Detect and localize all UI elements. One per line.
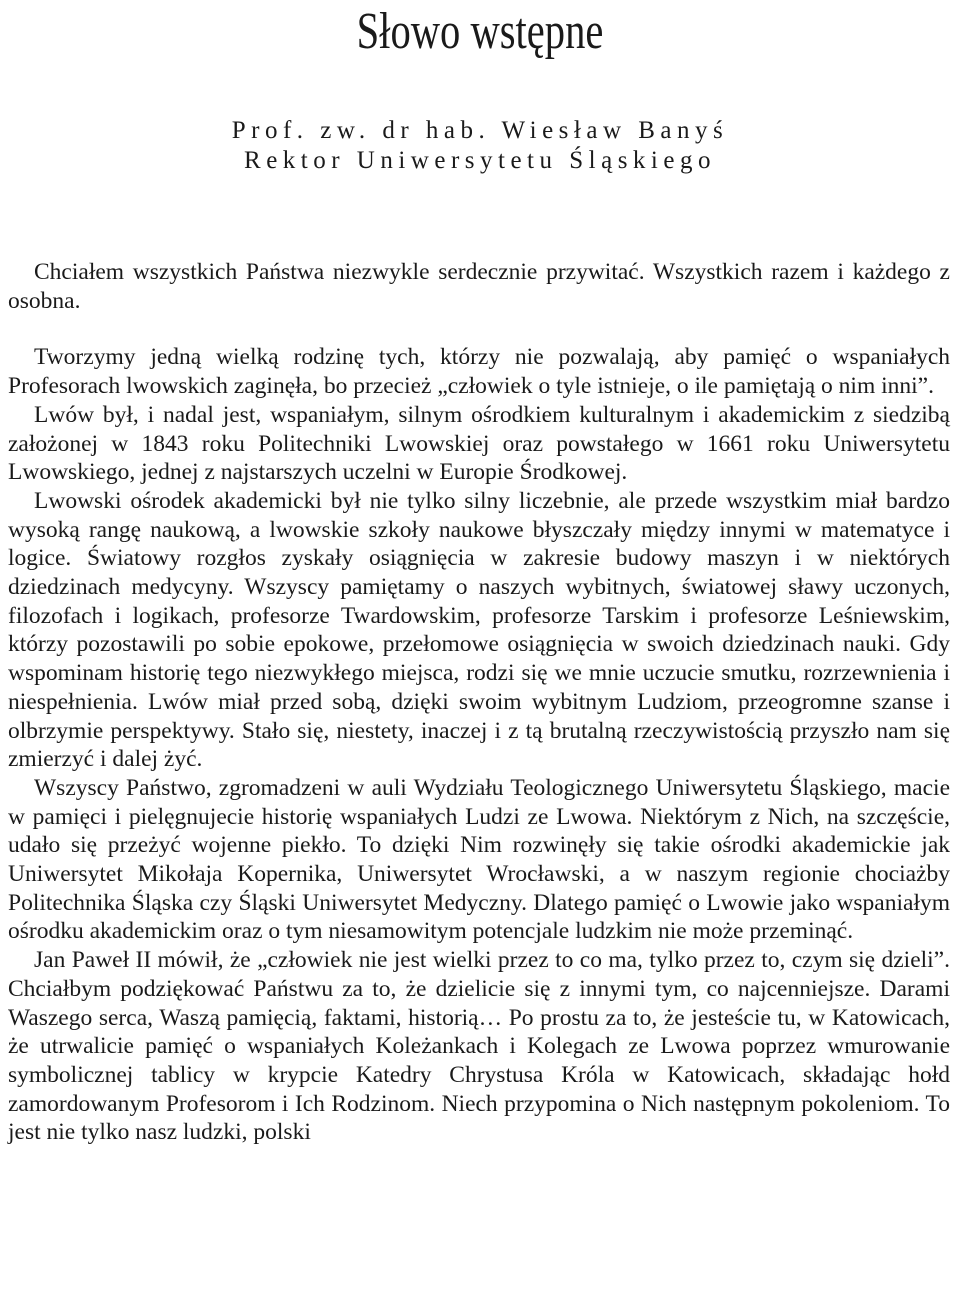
page-title: Słowo wstępne — [356, 3, 604, 60]
body-text — [8, 258, 950, 1147]
paragraph-john-paul: Jan Paweł II mówił, że „człowiek nie jest wielki przez to co ma, tylko przez to, czym się dzieli”. Chciałbym podziękować Państwu za to, że dzielicie się z innymi tym, co najcenniejsze. Darami Waszego serca, Waszą pamięcią, faktami, historią… Po prostu za to, że jesteście tu, w Katowicach, że utrwalicie pamięć o wspaniałych Koleżankach i Kolegach ze Lwowa poprzez wmurowanie symbolicznej tablicy w krypcie Katedry Chrystusa Króla w Katowicach, składając hołd zamordowanym Profesorom i Ich Rodzinom. Niech przypomina o Nich następnym pokoleniom. To jest nie tylko nasz ludzki, polski — [8, 947, 950, 1146]
paragraph-gathering: Wszyscy Państwo, zgromadzeni w auli Wydziału Teologicznego Uniwersytetu Śląskiego, macie w pamięci i pielęgnujecie historię wspaniałych Ludzi ze Lwowa. Niektórym z Nich, na szczęście, udało się przeżyć wojenne piekło. To dzięki Nim rozwinęły się takie ośrodki akademickie jak Uniwersytet Mikołaja Kopernika, Uniwersytet Wrocławski, a w naszym regionie chociażby Politechnika Śląska czy Śląski Uniwersytet Medyczny. Dlatego pamięć o Lwowie jako wspaniałym ośrodku akademickim oraz o tym niesamowitym potencjale ludzkim nie może przeminąć. — [8, 774, 950, 945]
author-affiliation: Rektor Uniwersytetu Śląskiego — [244, 147, 716, 174]
author-name: Prof. zw. dr hab. Wiesław Banyś — [231, 117, 729, 144]
paragraph-lwow: Lwów był, i nadal jest, wspaniałym, silnym ośrodkiem kulturalnym i akademickim z siedzibą założonej w 1843 roku Politechniki Lwowskiej oraz powstałego w 1661 roku Uniwersytetu Lwowskiego, jednej z najstarszych uczelni w Europie Środkowej. — [8, 401, 950, 486]
paragraph-academic-center: Lwowski ośrodek akademicki był nie tylko silny liczebnie, ale przede wszystkim miał bardzo wysoką rangę naukową, a lwowskie szkoły naukowe błyszczały między innymi w matematyce i logice. Światowy rozgłos zyskały osiągnięcia w zakresie budowy maszyn i w niektórych dziedzinach medycyny. Wszyscy pamiętamy o naszych wybitnych, światowej sławy uczonych, filozofach i logikach, profesorze Twardowskim, profesorze Tarskim i profesorze Leśniewskim, którzy pozostawili po sobie epokowe, przełomowe osiągnięcia w swoich dziedzinach nauki. Gdy wspominam historię tego niezwykłego miejsca, rodzi się we mnie uczucie smutku, rozrzewnienia i niespełnienia. Lwów miał przed sobą, dzięki swoim wybitnym Ludziom, przeogromne szanse i olbrzymie perspektywy. Stało się, niestety, inaczej i z tą brutalną rzeczywistością przyszło nam się zmierzyć i dalej żyć. — [8, 487, 950, 773]
paragraph-greeting: Chciałem wszystkich Państwa niezwykle serdecznie przywitać. Wszystkich razem i każdego z osobna. — [8, 259, 950, 314]
paragraph-memory: Tworzymy jedną wielką rodzinę tych, którzy nie pozwalają, aby pamięć o wspaniałych Profesorach lwowskich zaginęła, bo przecież „człowiek o tyle istnieje, o ile pamiętają o nim inni”. — [8, 344, 950, 400]
